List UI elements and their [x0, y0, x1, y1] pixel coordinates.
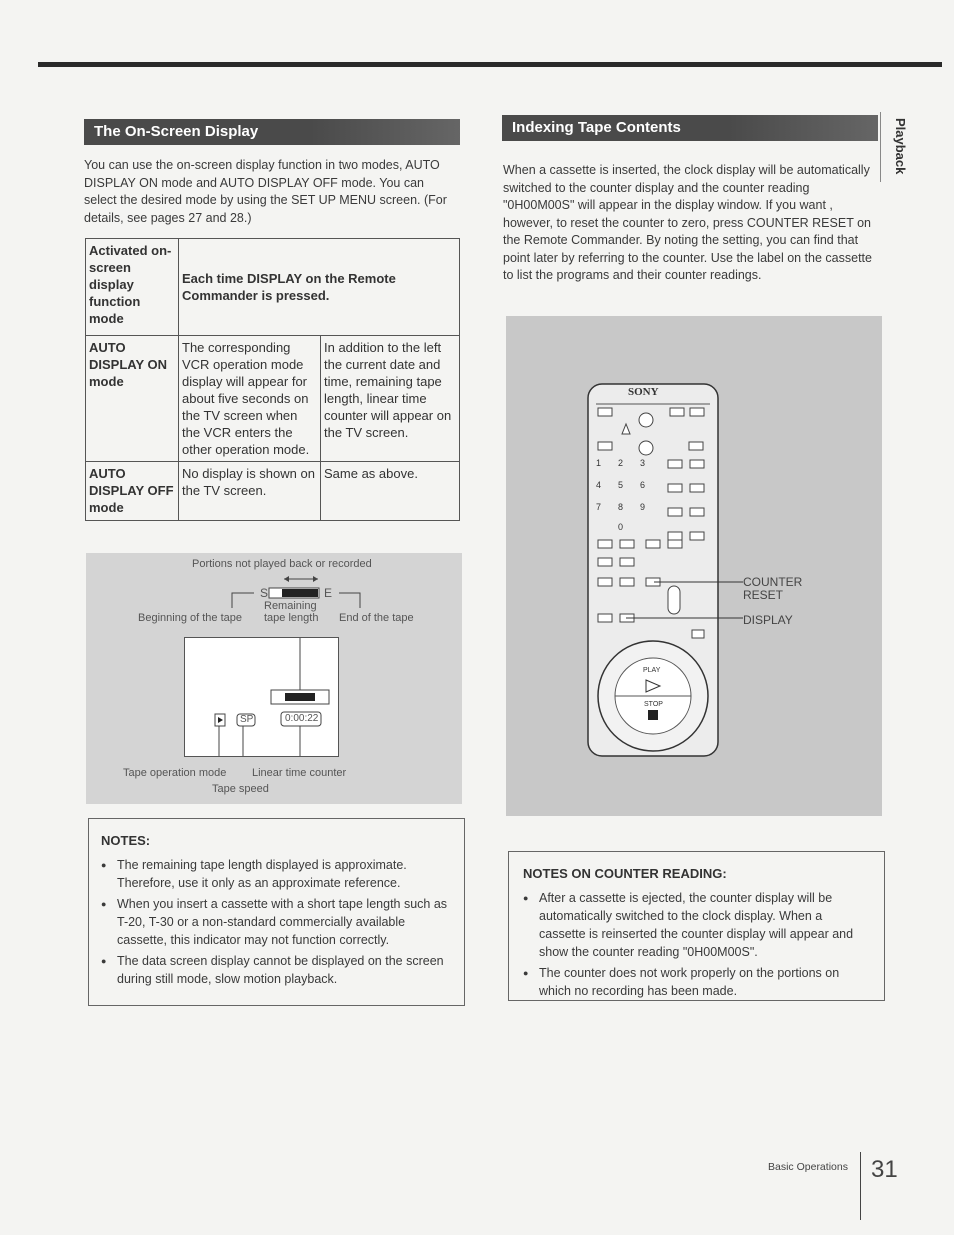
section-title-on-screen-display [84, 119, 460, 145]
linear-counter-label: Linear time counter [252, 767, 347, 779]
digit-6-button[interactable]: 6 [640, 480, 646, 490]
list-item: ● When you insert a cassette with a short tape length such as T-20, T-30 or a non-standard commercially available cassette, this indicator may not function correctly. [101, 895, 452, 949]
section-title-text: The On-Screen Display [94, 123, 259, 140]
mode-col2-cell: Same as above. [321, 462, 460, 521]
table-row [86, 239, 460, 336]
indexing-intro: When a cassette is inserted, the clock display will be automatically switched to the counter display and the counter reading "0H00M00S" will appear in the display window. If you want , however, to reset the counter to zero, press COUNTER RESET on the Remote Commander. By noting the setting, you can find that point later by referring to the counter. Use the label on the cassette to list the programs and their counter readings. [503, 163, 872, 282]
header-shade [310, 119, 460, 145]
digit-7-button[interactable]: 7 [596, 502, 602, 512]
counter-reset-label-2: RESET [743, 588, 784, 602]
digit-8-button[interactable]: 8 [618, 502, 624, 512]
mode-col1-cell: The corresponding VCR operation mode display will appear for about five seconds on the TV screen when the VCR enters the other operation mode. [179, 336, 321, 462]
table-row [86, 336, 460, 462]
list-item: ● The counter does not work properly on the portions on which no recording has been made. [523, 964, 872, 1000]
digit-2-button[interactable]: 2 [618, 458, 624, 468]
tape-speed-label: Tape speed [212, 783, 269, 795]
notes-list [101, 856, 452, 988]
beginning-label: Beginning of the tape [138, 612, 242, 624]
screen-contents [185, 638, 338, 756]
counter-readout: 0:00:22 [285, 713, 319, 724]
end-label: End of the tape [339, 612, 414, 624]
mode-col1-cell: No display is shown on the TV screen. [179, 462, 321, 521]
counter-notes [508, 851, 885, 1001]
page-number: 31 [871, 1156, 898, 1183]
notes-title: NOTES: [101, 833, 151, 848]
top-rule [38, 62, 942, 67]
on-screen-diagram [86, 553, 462, 804]
on-screen-notes [88, 818, 465, 1006]
digit-0-button[interactable]: 0 [618, 522, 624, 532]
digit-5-button[interactable]: 5 [618, 480, 624, 490]
sp-label: SP [240, 714, 254, 725]
section-title-indexing [502, 115, 878, 141]
notes-list [523, 889, 872, 1000]
digit-9-button[interactable]: 9 [640, 502, 646, 512]
mode-cell: AUTO DISPLAY OFF mode [86, 462, 179, 521]
on-screen-intro: You can use the on-screen display function in two modes, AUTO DISPLAY ON mode and AUTO DISPLAY OFF mode. You can select the desired mode by using the SET UP MENU screen. (For details, see pages 27 and 28.) [84, 158, 447, 225]
list-item: ● The data screen display cannot be displayed on the screen during still mode, slow motion playback. [101, 952, 452, 988]
side-tab-label: Playback [893, 118, 908, 175]
footer-section-label: Basic Operations [768, 1161, 848, 1173]
remaining-label: Remaining [264, 600, 317, 612]
tape-op-mode-label: Tape operation mode [123, 767, 227, 779]
remote-photo [506, 316, 882, 816]
portions-label: Portions not played back or recorded [192, 558, 372, 570]
remote-commander-illustration [506, 316, 882, 816]
table-header-text: Each time DISPLAY on the Remote Commander is pressed. [179, 239, 460, 336]
table-header-label: Activated on-screen display function mode [86, 239, 179, 336]
mode-col2-cell: In addition to the left the current date and time, remaining tape length, linear time counter will appear on the TV screen. [321, 336, 460, 462]
display-modes-table [85, 238, 460, 521]
stop-label: STOP [644, 701, 663, 708]
play-label: PLAY [643, 667, 661, 674]
digit-3-button[interactable]: 3 [640, 458, 646, 468]
notes-title: NOTES ON COUNTER READING: [523, 866, 727, 881]
list-item: ● After a cassette is ejected, the counter display will be automatically switched to the clock display. When a cassette is reinserted the counter display will appear and show the counter reading "0H00M00S". [523, 889, 872, 961]
tape-length-label: tape length [264, 612, 319, 624]
remote-brand-label: SONY [628, 386, 659, 398]
side-tab-playback [880, 112, 921, 182]
display-label: DISPLAY [743, 613, 793, 627]
header-shade [728, 115, 878, 141]
digit-1-button[interactable]: 1 [596, 458, 602, 468]
footer-divider [860, 1152, 861, 1220]
counter-reset-label-1: COUNTER [743, 575, 803, 589]
tv-screen-illustration [184, 637, 339, 757]
section-title-text: Indexing Tape Contents [512, 119, 681, 136]
digit-4-button[interactable]: 4 [596, 480, 602, 490]
e-marker: E [324, 586, 333, 600]
mode-cell: AUTO DISPLAY ON mode [86, 336, 179, 462]
list-item: ● The remaining tape length displayed is approximate. Therefore, use it only as an approximate reference. [101, 856, 452, 892]
table-row [86, 462, 460, 521]
s-marker: S [260, 586, 269, 600]
